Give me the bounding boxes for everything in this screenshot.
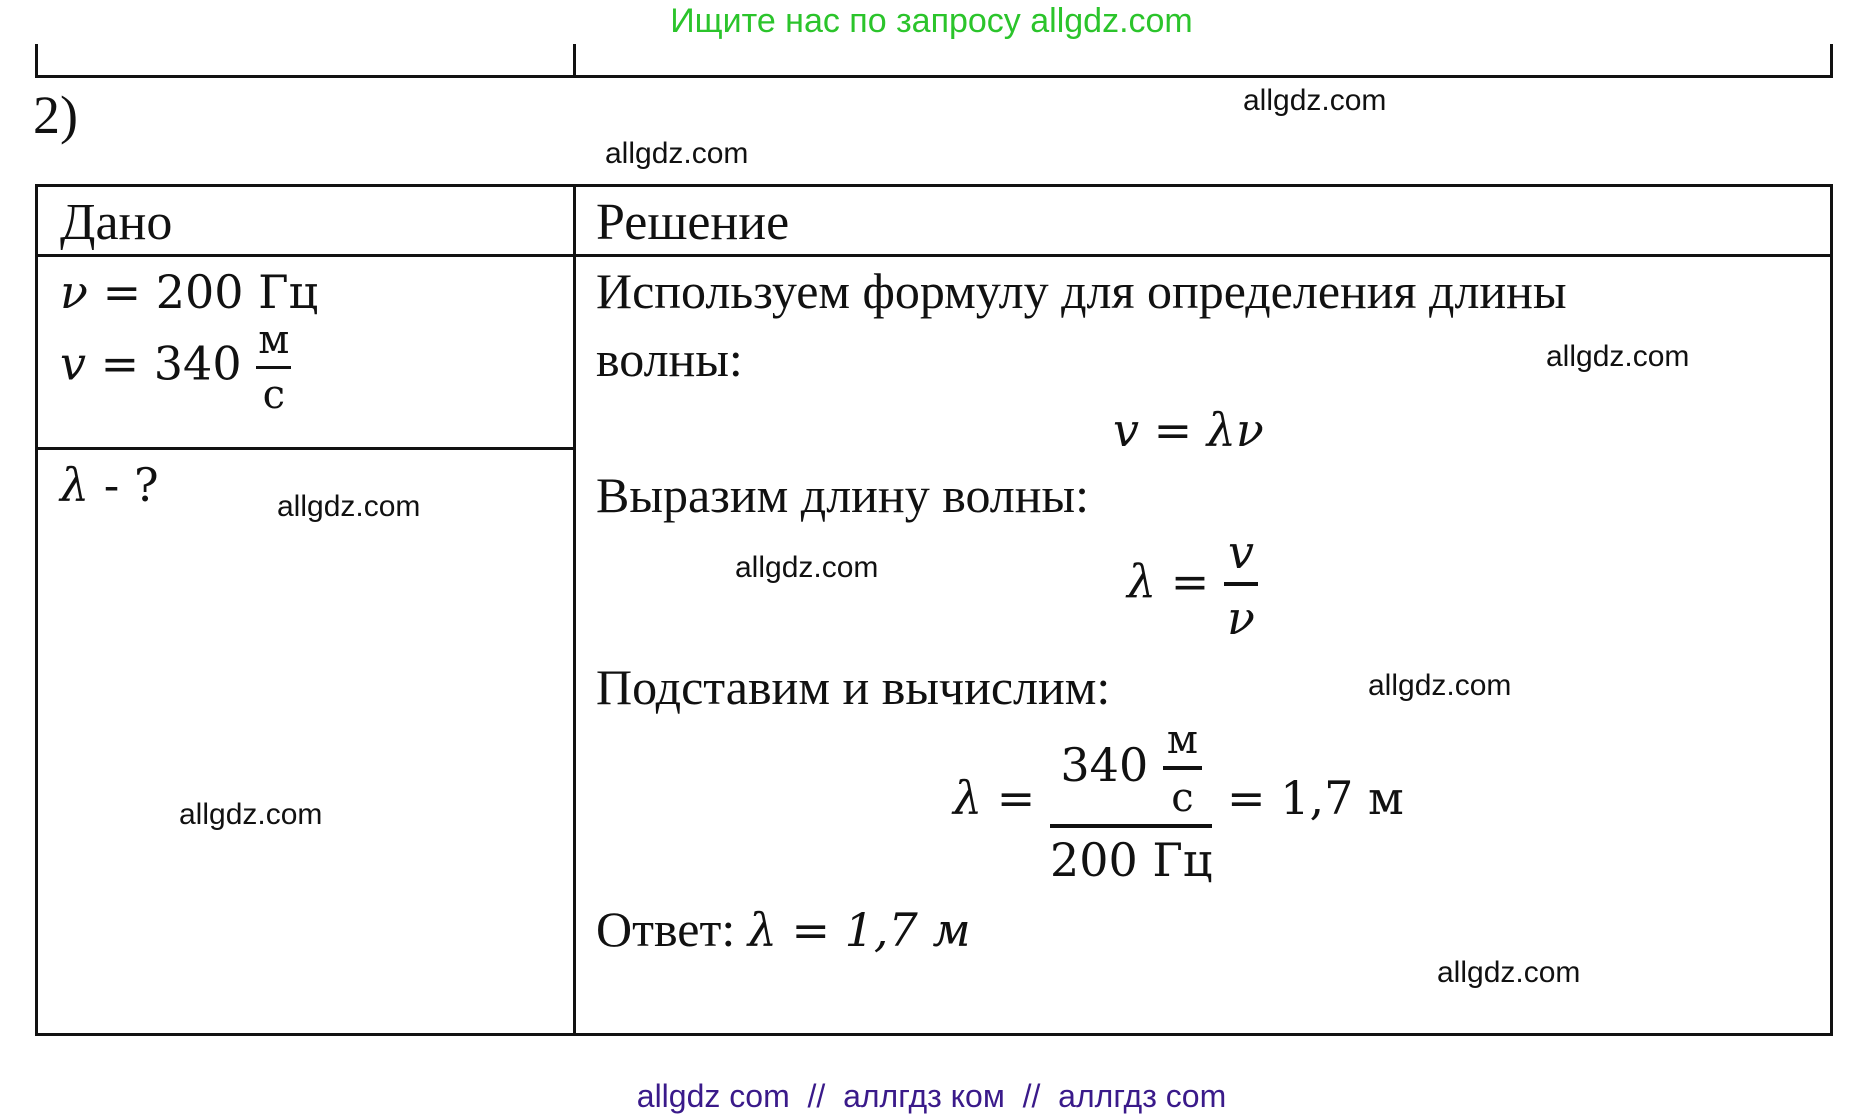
table-left-border	[35, 184, 38, 1036]
speed-value: = 340	[100, 336, 242, 391]
formula-wavelength	[1127, 525, 1258, 646]
solution-line-3: Выразим длину волны:	[596, 467, 1089, 523]
table-column-divider	[573, 184, 576, 1036]
calculation-unit-denominator: с	[1171, 775, 1194, 821]
calculation-lhs: λ =	[953, 771, 1036, 826]
table-header-separator	[35, 254, 1833, 257]
formula-wave-speed: v = λν	[1113, 403, 1264, 457]
watermark: allgdz.com	[1546, 340, 1690, 373]
prev-table-right-border	[1830, 44, 1833, 78]
formula-wavelength-numerator: v	[1224, 528, 1258, 586]
find-wavelength	[60, 458, 159, 512]
frequency-symbol: ν	[60, 265, 88, 319]
solution-header: Решение	[596, 194, 790, 251]
calculation-numerator	[1050, 717, 1212, 828]
formula-wavelength-denominator: ν	[1226, 591, 1255, 646]
answer	[596, 900, 971, 958]
find-question: - ?	[89, 458, 159, 512]
solution-line-2: волны:	[596, 331, 743, 387]
speed-symbol: v	[60, 336, 86, 391]
prev-table-bottom-border	[35, 75, 1833, 78]
answer-label: Ответ:	[596, 901, 736, 957]
footer-links[interactable]: allgdz com // аллгдз ком // аллгдз com	[636, 1078, 1227, 1114]
given-frequency	[60, 265, 318, 319]
speed-unit-denominator: с	[262, 372, 285, 418]
given-header: Дано	[60, 194, 173, 251]
calculation-fraction	[1049, 717, 1213, 887]
calculation-unit-numerator: м	[1163, 720, 1202, 770]
prev-table-divider	[573, 44, 576, 78]
solution-line-4: Подставим и вычислим:	[596, 659, 1111, 715]
table-top-border	[35, 184, 1833, 187]
top-banner-text[interactable]: Ищите нас по запросу allgdz.com	[670, 2, 1193, 40]
calculation-numerator-unit	[1163, 717, 1202, 821]
formula-wavelength-fraction	[1224, 525, 1258, 646]
answer-value: λ = 1,7 м	[747, 903, 971, 957]
solution-line-1: Используем формулу для определения длины	[596, 263, 1567, 319]
watermark: allgdz.com	[605, 137, 749, 170]
prev-table-left-border	[35, 44, 38, 78]
wavelength-symbol: λ	[60, 458, 90, 512]
formula-wavelength-lhs: λ =	[1127, 554, 1210, 609]
problem-number: 2)	[33, 85, 78, 145]
speed-unit-fraction	[256, 317, 291, 418]
watermark: allgdz.com	[735, 551, 879, 584]
frequency-value: = 200 Гц	[102, 265, 319, 319]
speed-unit-numerator: м	[256, 320, 291, 369]
watermark: allgdz.com	[1243, 84, 1387, 117]
given-find-separator	[35, 447, 576, 450]
calculation-denominator: 200 Гц	[1049, 833, 1213, 887]
table-right-border	[1830, 184, 1833, 1036]
calculation-numerator-value: 340	[1060, 738, 1149, 792]
watermark: allgdz.com	[1368, 669, 1512, 702]
calculation	[953, 717, 1404, 887]
given-speed	[60, 317, 291, 418]
table-bottom-border	[35, 1033, 1833, 1036]
watermark: allgdz.com	[1437, 956, 1581, 989]
calculation-result: = 1,7 м	[1227, 771, 1404, 826]
watermark: allgdz.com	[179, 798, 323, 831]
watermark: allgdz.com	[277, 490, 421, 523]
